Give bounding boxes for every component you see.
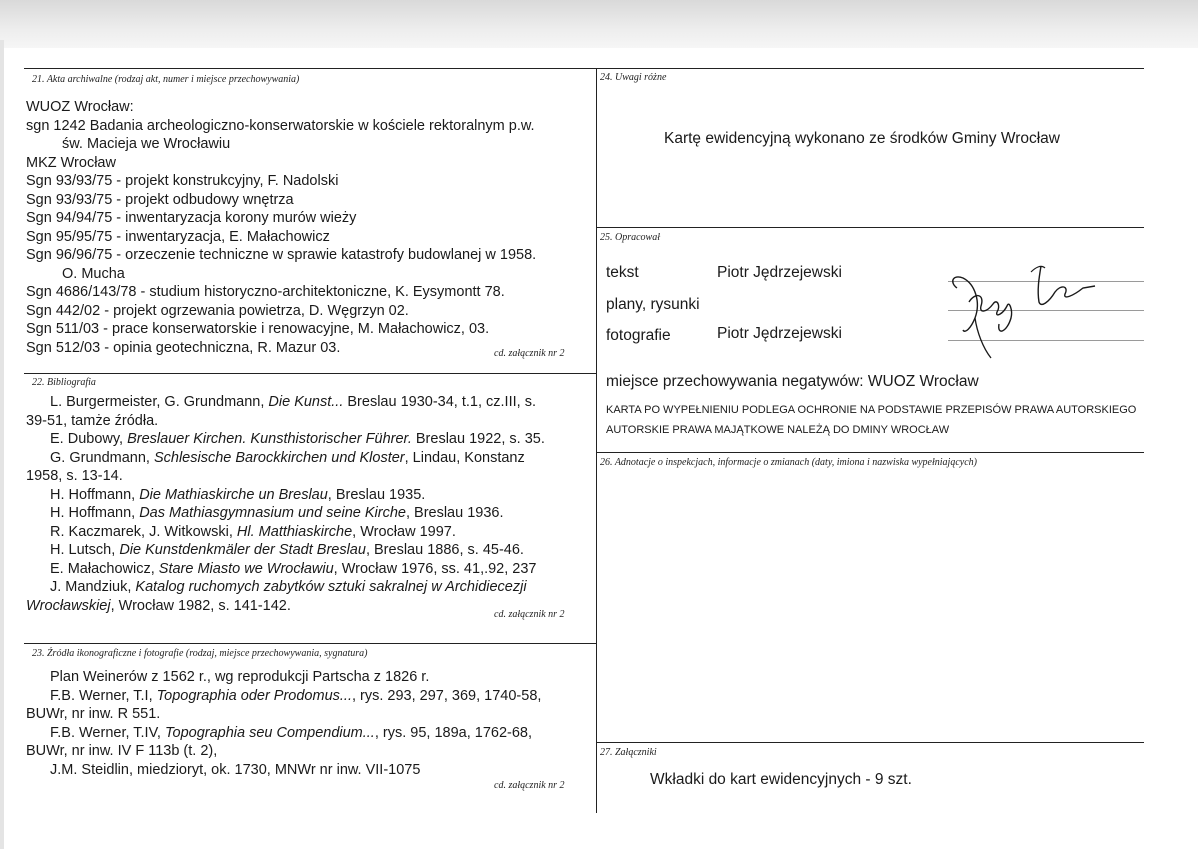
text-run: E. Małachowicz, xyxy=(50,560,159,577)
s21-line: Sgn 96/96/75 - orzeczenie techniczne w sprawie katastrofy budowlanej w 1958. xyxy=(26,247,537,263)
s21-line: Sgn 95/95/75 - inwentaryzacja, E. Małachowicz xyxy=(26,228,330,245)
text-run: E. Dubowy, xyxy=(50,431,128,447)
text-run: 39-51, tamże źródła. xyxy=(26,412,159,429)
s22-continued-note: cd. załącznik nr 2 xyxy=(494,609,565,620)
text-run: , Wrocław 1976, ss. 41,.92, 237 xyxy=(333,560,537,577)
s22-line xyxy=(26,412,545,431)
italic-title: Die Kunstdenkmäler der Stadt Breslau xyxy=(119,542,366,558)
s22-label: 22. Bibliografia xyxy=(32,377,96,388)
s22-line xyxy=(26,597,545,616)
s23-line xyxy=(26,742,541,761)
s25-property-rights-notice: AUTORSKIE PRAWA MAJĄTKOWE NALEŻĄ DO DMINY WROCŁAW xyxy=(606,424,950,436)
text-run: H. Hoffmann, xyxy=(50,505,140,521)
s22-line xyxy=(26,486,545,505)
s23-line xyxy=(26,761,541,780)
s22-line xyxy=(26,449,545,468)
text-run: , Breslau 1886, s. 45-46. xyxy=(365,542,524,558)
s23-line xyxy=(26,668,541,687)
center-divider xyxy=(596,68,597,813)
text-run: , rys. 95, 189a, 1762-68, xyxy=(374,724,533,741)
text-run: F.B. Werner, T.I, xyxy=(50,687,157,704)
s25-tekst-author: Piotr Jędrzejewski xyxy=(717,264,842,281)
scan-top-edge xyxy=(0,0,1198,48)
s21-archival-records xyxy=(26,98,536,357)
text-run: , Breslau 1936. xyxy=(405,505,504,521)
text-run: F.B. Werner, T.IV, xyxy=(50,724,165,741)
s26-label: 26. Adnotacje o inspekcjach, informacje o zmianach (daty, imiona i nazwiska wypełniających) xyxy=(600,457,977,468)
italic-title: Schlesische Barockkirchen und Kloster xyxy=(153,449,405,466)
s22-line xyxy=(26,430,545,449)
italic-title: Stare Miasto we Wrocławiu xyxy=(158,560,334,577)
s21-line: WUOZ Wrocław: xyxy=(26,99,134,115)
s21-line: Sgn 512/03 - opinia geotechniczna, R. Mazur 03. xyxy=(26,339,341,356)
s23-line xyxy=(26,687,541,706)
divider-21-22 xyxy=(24,373,596,374)
s24-remarks-text: Kartę ewidencyjną wykonano ze środków Gminy Wrocław xyxy=(664,130,1060,147)
text-run: 1958, s. 13-14. xyxy=(26,468,123,484)
s21-line: św. Macieja we Wrocławiu xyxy=(62,136,231,152)
text-run: G. Grundmann, xyxy=(50,449,154,466)
italic-title: Wrocławskiej xyxy=(26,597,111,614)
divider-22-23 xyxy=(24,643,596,644)
s21-line: MKZ Wrocław xyxy=(26,154,116,171)
text-run: , Breslau 1935. xyxy=(327,486,426,503)
italic-title: Die Kunst... xyxy=(268,394,344,410)
s21-line: O. Mucha xyxy=(62,265,125,282)
s22-line xyxy=(26,560,545,579)
italic-title: Das Mathiasgymnasium und seine Kirche xyxy=(139,505,406,521)
text-run: H. Hoffmann, xyxy=(50,486,140,503)
text-run: Breslau 1922, s. 35. xyxy=(411,431,545,447)
s25-negatives-storage: miejsce przechowywania negatywów: WUOZ Wrocław xyxy=(606,373,979,390)
divider-25-26 xyxy=(596,452,1144,453)
s22-line xyxy=(26,578,545,597)
s25-tekst-label: tekst xyxy=(606,264,639,281)
s22-bibliography xyxy=(26,393,545,615)
text-run: , Wrocław 1997. xyxy=(352,523,456,540)
text-run: J.M. Steidlin, miedzioryt, ok. 1730, MNWr nr inw. VII-1075 xyxy=(50,761,421,778)
s27-label: 27. Załączniki xyxy=(600,747,657,758)
text-run: , Wrocław 1982, s. 141-142. xyxy=(110,597,291,614)
scan-left-edge xyxy=(0,40,4,849)
divider-26-27 xyxy=(596,742,1144,743)
italic-title: Topographia oder Prodomus... xyxy=(156,687,352,704)
text-run: BUWr, nr inw. R 551. xyxy=(26,706,161,722)
s23-continued-note: cd. załącznik nr 2 xyxy=(494,780,565,791)
s25-foto-author: Piotr Jędrzejewski xyxy=(717,325,842,342)
text-run: H. Lutsch, xyxy=(50,542,120,558)
s21-line: Sgn 93/93/75 - projekt konstrukcyjny, F. Nadolski xyxy=(26,173,339,189)
text-run: L. Burgermeister, G. Grundmann, xyxy=(50,394,269,410)
italic-title: Breslauer Kirchen. Kunsthistorischer Führer. xyxy=(127,431,412,447)
italic-title: Katalog ruchomych zabytków sztuki sakralnej w Archidiecezji xyxy=(135,579,527,595)
top-border xyxy=(24,68,1144,69)
s21-line: Sgn 4686/143/78 - studium historyczno-architektoniczne, K. Eysymontt 78. xyxy=(26,284,505,300)
text-run: , Lindau, Konstanz xyxy=(404,449,525,466)
s21-line: Sgn 511/03 - prace konserwatorskie i renowacyjne, M. Małachowicz, 03. xyxy=(26,321,490,337)
text-run: J. Mandziuk, xyxy=(50,579,136,595)
s21-line: sgn 1242 Badania archeologiczno-konserwatorskie w kościele rektoralnym p.w. xyxy=(26,117,535,134)
s21-line: Sgn 93/93/75 - projekt odbudowy wnętrza xyxy=(26,191,294,208)
text-run: R. Kaczmarek, J. Witkowski, xyxy=(50,523,237,540)
text-run: BUWr, nr inw. IV F 113b (t. 2), xyxy=(26,743,218,759)
s25-label: 25. Opracował xyxy=(600,232,660,243)
italic-title: Hl. Matthiaskirche xyxy=(236,523,353,540)
s22-line xyxy=(26,523,545,542)
s22-line xyxy=(26,393,545,412)
text-run: Plan Weinerów z 1562 r., wg reprodukcji Partscha z 1826 r. xyxy=(50,669,430,685)
italic-title: Die Mathiaskirche un Breslau xyxy=(139,486,328,503)
s21-continued-note: cd. załącznik nr 2 xyxy=(494,348,565,359)
s23-line xyxy=(26,705,541,724)
s25-plany-label: plany, rysunki xyxy=(606,296,700,313)
s21-line: Sgn 442/02 - projekt ogrzewania powietrza, D. Węgrzyn 02. xyxy=(26,302,409,319)
s25-copyright-notice: KARTA PO WYPEŁNIENIU PODLEGA OCHRONIE NA PODSTAWIE PRZEPISÓW PRAWA AUTORSKIEGO xyxy=(606,404,1137,416)
handwritten-signature xyxy=(945,262,1105,362)
s23-line xyxy=(26,724,541,743)
s22-line xyxy=(26,467,545,486)
s21-label: 21. Akta archiwalne (rodzaj akt, numer i miejsce przechowywania) xyxy=(32,74,300,85)
text-run: Breslau 1930-34, t.1, cz.III, s. xyxy=(343,394,536,410)
italic-title: Topographia seu Compendium... xyxy=(164,724,375,741)
s22-line xyxy=(26,504,545,523)
s21-line: Sgn 94/94/75 - inwentaryzacja korony murów wieży xyxy=(26,210,357,226)
s25-foto-label: fotografie xyxy=(606,327,671,344)
divider-24-25 xyxy=(596,227,1144,228)
s23-label: 23. Źródła ikonograficzne i fotografie (rodzaj, miejsce przechowywania, sygnatura) xyxy=(32,648,368,659)
s27-attachments-text: Wkładki do kart ewidencyjnych - 9 szt. xyxy=(650,771,912,788)
s22-line xyxy=(26,541,545,560)
s24-label: 24. Uwagi różne xyxy=(600,72,667,83)
s23-iconographic-sources xyxy=(26,668,541,779)
text-run: , rys. 293, 297, 369, 1740-58, xyxy=(351,687,542,704)
